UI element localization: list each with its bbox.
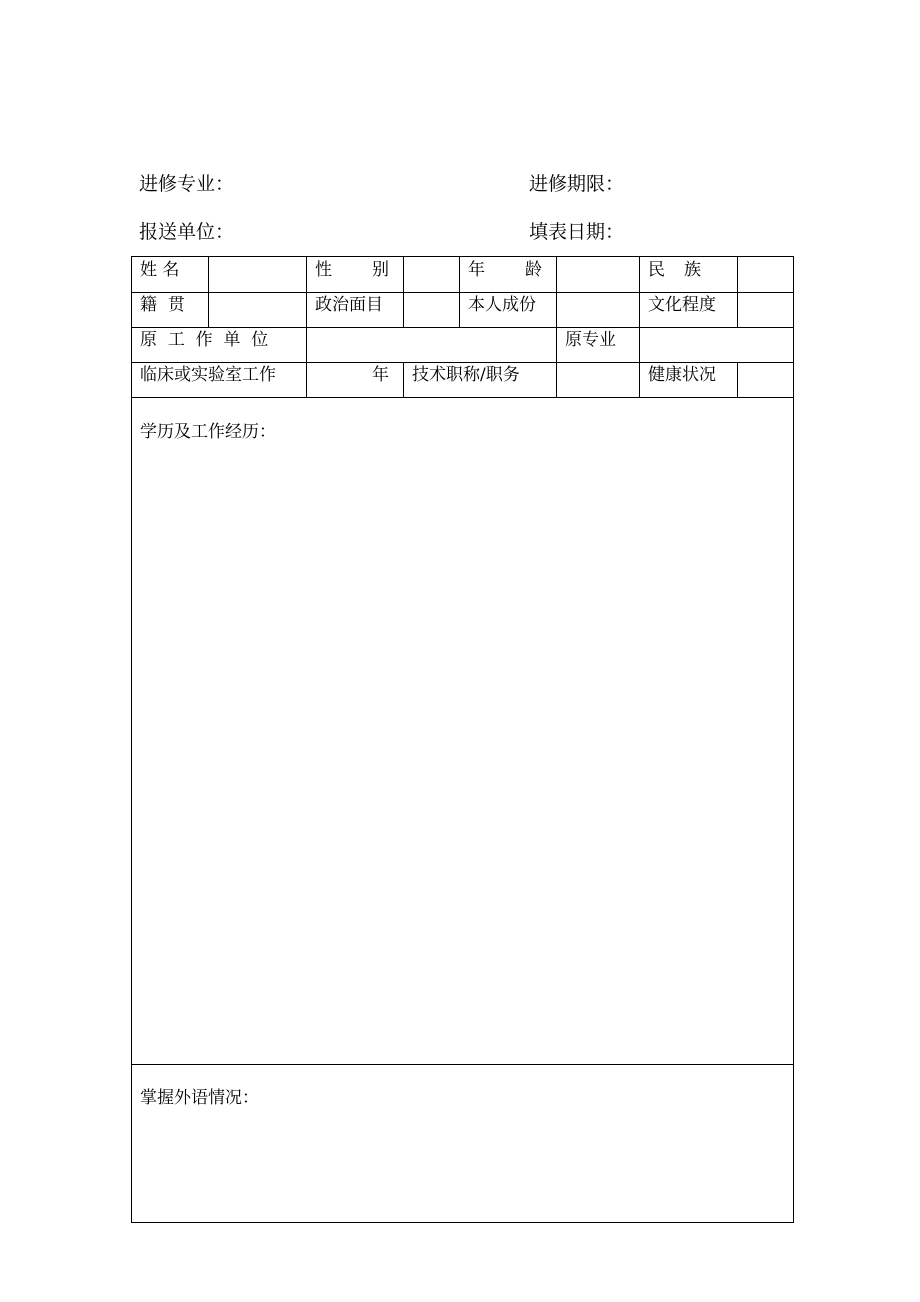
political-status-value-cell[interactable] [404,293,460,328]
age-value-cell[interactable] [557,257,640,293]
ethnicity-label: 民 族 [640,257,738,293]
name-label: 姓 名 [132,257,209,293]
clinical-work-label: 临床或实验室工作 [132,363,307,398]
table-row-basic-info [132,257,794,293]
native-place-label: 籍 贯 [132,293,209,328]
foreign-language-label: 掌握外语情况： [140,1088,259,1108]
period-field-label: 进修期限： [529,173,625,195]
health-status-label: 健康状况 [640,363,738,398]
unit-field-label: 报送单位： [139,221,235,243]
date-field-label: 填表日期： [529,221,625,243]
native-place-value-cell[interactable] [209,293,307,328]
age-label: 年 龄 [460,257,557,293]
technical-title-label: 技术职称/职务 [404,363,557,398]
education-level-value-cell[interactable] [738,293,794,328]
foreign-language-cell[interactable] [132,1065,794,1223]
technical-title-value-cell[interactable] [557,363,640,398]
name-value-cell[interactable] [209,257,307,293]
major-field-label: 进修专业： [139,173,235,195]
original-major-value-cell[interactable] [640,328,794,363]
political-status-label: 政治面目 [307,293,404,328]
table-row-background [132,293,794,328]
table-row-language [132,1065,794,1223]
original-unit-value-cell[interactable] [307,328,557,363]
education-work-history-label: 学历及工作经历： [140,422,276,442]
table-row-history [132,398,794,1065]
family-status-label: 本人成份 [460,293,557,328]
original-unit-label: 原 工 作 单 位 [132,328,307,363]
education-work-history-cell[interactable] [132,398,794,1065]
clinical-years-cell[interactable]: 年 [307,363,404,398]
table-row-experience [132,363,794,398]
ethnicity-value-cell[interactable] [738,257,794,293]
table-row-work-unit [132,328,794,363]
education-level-label: 文化程度 [640,293,738,328]
original-major-label: 原专业 [557,328,640,363]
registration-form-table [131,256,794,1223]
family-status-value-cell[interactable] [557,293,640,328]
gender-value-cell[interactable] [404,257,460,293]
health-status-value-cell[interactable] [738,363,794,398]
gender-label: 性 别 [307,257,404,293]
